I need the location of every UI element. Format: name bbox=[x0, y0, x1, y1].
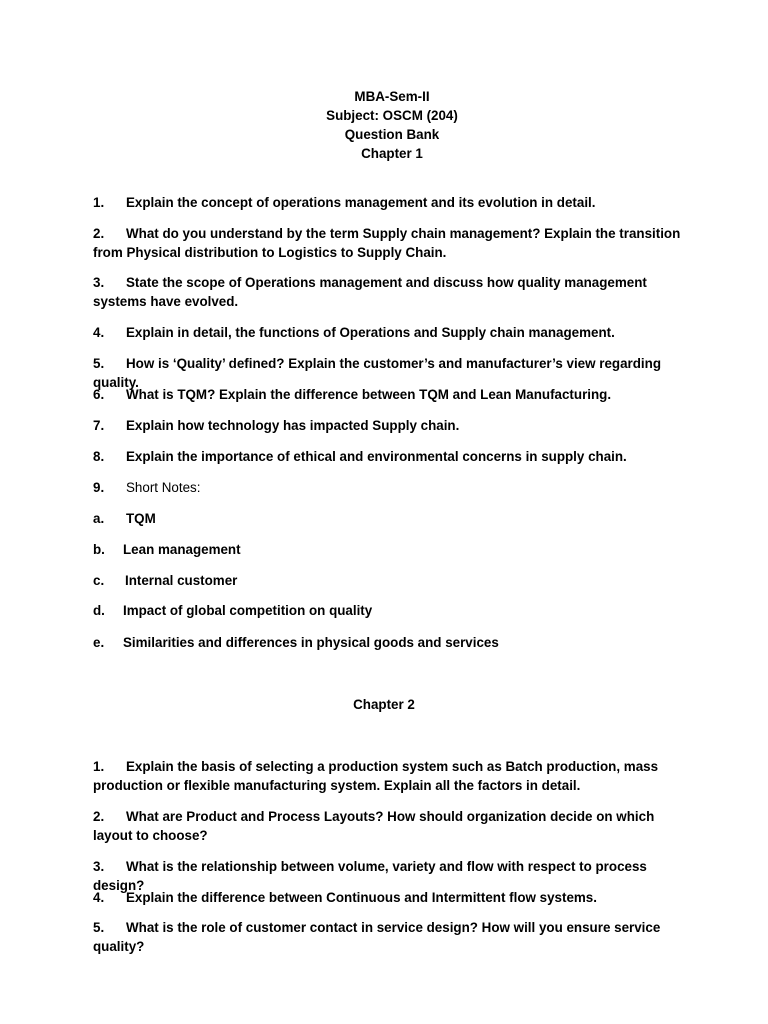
question-text: Explain the concept of operations management and its evolution in detail. bbox=[126, 195, 596, 210]
question-text: What is the role of customer contact in service design? How will you ensure service quality? bbox=[93, 920, 661, 954]
subject-title: Subject: OSCM (204) bbox=[326, 108, 458, 123]
question-text: What is the relationship between volume, variety and flow with respect to process design? bbox=[93, 859, 647, 893]
short-note-a bbox=[93, 509, 683, 528]
short-note-letter: d. bbox=[93, 603, 105, 618]
short-note-d bbox=[93, 601, 683, 620]
question-number: 4. bbox=[93, 325, 105, 340]
question-text: What do you understand by the term Supply chain management? Explain the transition from Physical distribution to Logistics to Supply Chain. bbox=[93, 226, 681, 260]
question-number: 5. bbox=[93, 356, 105, 371]
ch2-question-1 bbox=[93, 757, 683, 795]
question-number: 6. bbox=[93, 387, 105, 402]
document-title: Question Bank bbox=[344, 127, 440, 142]
question-number: 1. bbox=[93, 759, 105, 774]
question-number: 3. bbox=[93, 859, 105, 874]
question-text: What are Product and Process Layouts? How should organization decide on which layout to choose? bbox=[93, 809, 655, 843]
short-note-text: Internal customer bbox=[125, 573, 238, 588]
short-note-e bbox=[93, 633, 683, 652]
short-note-text: Impact of global competition on quality bbox=[123, 603, 373, 618]
ch1-question-1 bbox=[93, 193, 683, 212]
question-text: Explain the importance of ethical and environmental concerns in supply chain. bbox=[126, 449, 627, 464]
question-text: Explain the basis of selecting a production system such as Batch production, mass production or flexible manufacturing system. Explain all the factors in detail. bbox=[93, 759, 659, 793]
short-note-text: Similarities and differences in physical goods and services bbox=[123, 635, 499, 650]
short-note-c bbox=[93, 571, 683, 590]
question-number: 3. bbox=[93, 275, 105, 290]
ch1-question-2 bbox=[93, 224, 683, 262]
short-note-letter: c. bbox=[93, 573, 105, 588]
ch2-question-4 bbox=[93, 888, 683, 907]
chapter-2-title: Chapter 2 bbox=[353, 697, 415, 712]
short-note-letter: e. bbox=[93, 635, 105, 650]
ch1-question-6 bbox=[93, 385, 683, 404]
short-note-letter: a. bbox=[93, 511, 105, 526]
question-number: 2. bbox=[93, 809, 105, 824]
question-text: Explain the difference between Continuous and Intermittent flow systems. bbox=[126, 890, 597, 905]
ch1-question-9 bbox=[93, 478, 683, 497]
ch1-question-7 bbox=[93, 416, 683, 435]
short-note-text: TQM bbox=[126, 511, 156, 526]
document-header bbox=[0, 87, 768, 163]
question-number: 9. bbox=[93, 480, 105, 495]
ch1-question-3 bbox=[93, 273, 683, 311]
ch2-question-2 bbox=[93, 807, 683, 845]
question-text: What is TQM? Explain the difference between TQM and Lean Manufacturing. bbox=[126, 387, 612, 402]
chapter-1-heading: Chapter 1 bbox=[361, 146, 423, 161]
question-number: 8. bbox=[93, 449, 105, 464]
question-number: 5. bbox=[93, 920, 105, 935]
question-text: Explain how technology has impacted Supply chain. bbox=[126, 418, 460, 433]
ch1-question-4 bbox=[93, 323, 683, 342]
question-text: Explain in detail, the functions of Operations and Supply chain management. bbox=[126, 325, 615, 340]
question-text: How is ‘Quality’ defined? Explain the customer’s and manufacturer’s view regarding quality. bbox=[93, 356, 662, 390]
question-number: 2. bbox=[93, 226, 105, 241]
ch2-question-5 bbox=[93, 918, 683, 956]
question-number: 7. bbox=[93, 418, 105, 433]
chapter-2-heading bbox=[0, 695, 768, 714]
ch1-question-8 bbox=[93, 447, 683, 466]
short-notes-label: Short Notes: bbox=[126, 480, 201, 495]
question-number: 4. bbox=[93, 890, 105, 905]
short-note-b bbox=[93, 540, 683, 559]
short-note-text: Lean management bbox=[123, 542, 241, 557]
question-text: State the scope of Operations management and discuss how quality management systems have evolved. bbox=[93, 275, 647, 309]
question-number: 1. bbox=[93, 195, 105, 210]
program-title: MBA-Sem-II bbox=[354, 89, 430, 104]
short-note-letter: b. bbox=[93, 542, 105, 557]
